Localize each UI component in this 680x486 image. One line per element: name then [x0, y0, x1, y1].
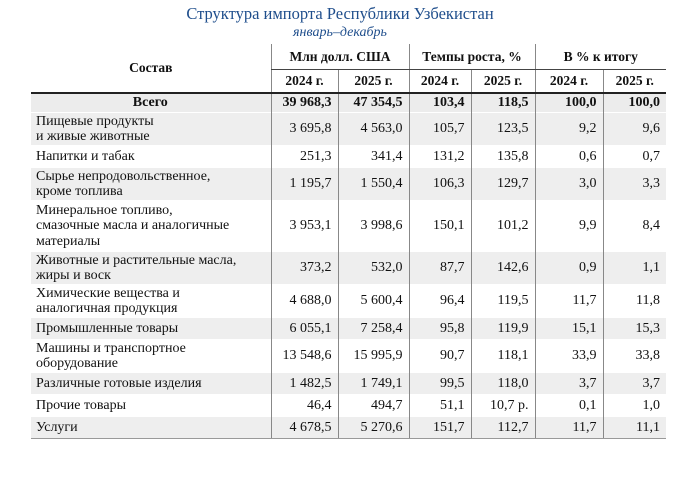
- row-label-line: аналогичная продукция: [36, 301, 178, 316]
- table-cell: 129,7: [471, 168, 535, 201]
- table-cell: 1,1: [603, 252, 666, 285]
- table-cell: 1 195,7: [271, 168, 338, 201]
- table-cell: 0,9: [535, 252, 603, 285]
- table-cell: 118,1: [471, 340, 535, 373]
- row-label: [31, 373, 271, 395]
- table-cell: 4 688,0: [271, 285, 338, 318]
- table-cell: 1,0: [603, 395, 666, 417]
- table-cell: 33,9: [535, 340, 603, 373]
- table-cell: 3 953,1: [271, 201, 338, 252]
- table-cell: 100,0: [603, 93, 666, 113]
- table-cell: 373,2: [271, 252, 338, 285]
- table-cell: 8,4: [603, 201, 666, 252]
- row-label-line: Пищевые продукты: [36, 113, 154, 129]
- column-header-year: 2025 г.: [338, 70, 409, 94]
- table-cell: 532,0: [338, 252, 409, 285]
- table-cell: 9,6: [603, 113, 666, 146]
- table-cell: 3,0: [535, 168, 603, 201]
- table-cell: 46,4: [271, 395, 338, 417]
- table-cell: 0,6: [535, 146, 603, 168]
- table-row: [31, 201, 666, 252]
- row-label-line: Прочие товары: [36, 397, 126, 413]
- row-label-line: Напитки и табак: [36, 148, 135, 164]
- table-cell: 11,8: [603, 285, 666, 318]
- table-cell: 251,3: [271, 146, 338, 168]
- table-cell: 341,4: [338, 146, 409, 168]
- table-cell: 13 548,6: [271, 340, 338, 373]
- row-label-line: Различные готовые изделия: [36, 375, 202, 391]
- table-cell: 47 354,5: [338, 93, 409, 113]
- table-cell: 142,6: [471, 252, 535, 285]
- column-header-composition: Состав: [31, 44, 271, 93]
- table-cell: 3,3: [603, 168, 666, 201]
- row-label-line: Промышленные товары: [36, 320, 179, 336]
- row-label-line: Химические вещества и: [36, 285, 180, 301]
- table-cell: 1 749,1: [338, 373, 409, 395]
- row-label: [31, 201, 271, 252]
- column-header-year: 2024 г.: [271, 70, 338, 94]
- column-header-year: 2024 г.: [409, 70, 471, 94]
- row-label-line: Животные и растительные масла,: [36, 252, 237, 268]
- row-label: [31, 252, 271, 285]
- total-label: Всего: [31, 93, 271, 113]
- row-label: [31, 318, 271, 340]
- table-cell: 100,0: [535, 93, 603, 113]
- table-row: [31, 113, 666, 146]
- row-label: [31, 340, 271, 373]
- column-group-share: В % к итогу: [535, 44, 666, 70]
- table-cell: 15,3: [603, 318, 666, 340]
- table-cell: 150,1: [409, 201, 471, 252]
- table-cell: 1 550,4: [338, 168, 409, 201]
- column-group-growth: Темпы роста, %: [409, 44, 535, 70]
- table-cell: 0,1: [535, 395, 603, 417]
- table-cell: 51,1: [409, 395, 471, 417]
- row-label-line: Минеральное топливо,: [36, 202, 173, 218]
- table-row: [31, 340, 666, 373]
- total-row: [31, 93, 666, 113]
- import-structure-table: [31, 44, 666, 439]
- table-cell: 4 563,0: [338, 113, 409, 146]
- table-cell: 118,0: [471, 373, 535, 395]
- table-row: [31, 318, 666, 340]
- table-cell: 10,7 р.: [471, 395, 535, 417]
- table-cell: 11,7: [535, 417, 603, 439]
- table-cell: 119,9: [471, 318, 535, 340]
- table-cell: 6 055,1: [271, 318, 338, 340]
- table-cell: 1 482,5: [271, 373, 338, 395]
- table-cell: 131,2: [409, 146, 471, 168]
- table-row: [31, 373, 666, 395]
- table-cell: 103,4: [409, 93, 471, 113]
- table-cell: 5 600,4: [338, 285, 409, 318]
- column-group-usd: Млн долл. США: [271, 44, 409, 70]
- row-label-line: Услуги: [36, 419, 78, 435]
- table-cell: 11,1: [603, 417, 666, 439]
- table-cell: 106,3: [409, 168, 471, 201]
- row-label-line: смазочные масла и аналогичные: [36, 218, 230, 234]
- table-cell: 90,7: [409, 340, 471, 373]
- column-header-year: 2025 г.: [471, 70, 535, 94]
- row-label-line: жиры и воск: [36, 268, 111, 283]
- report-title: Структура импорта Республики Узбекистан: [186, 4, 494, 23]
- table-row: [31, 252, 666, 285]
- table-cell: 3,7: [535, 373, 603, 395]
- table-row: [31, 417, 666, 439]
- table-cell: 4 678,5: [271, 417, 338, 439]
- table-cell: 105,7: [409, 113, 471, 146]
- table-row: [31, 168, 666, 201]
- table-cell: 112,7: [471, 417, 535, 439]
- table-cell: 33,8: [603, 340, 666, 373]
- table-cell: 123,5: [471, 113, 535, 146]
- table-cell: 15,1: [535, 318, 603, 340]
- row-label-line: оборудование: [36, 356, 119, 371]
- row-label: [31, 146, 271, 168]
- column-header-year: 2024 г.: [535, 70, 603, 94]
- row-label-line: Машины и транспортное: [36, 340, 186, 356]
- table-cell: 5 270,6: [338, 417, 409, 439]
- row-label: [31, 417, 271, 439]
- table-cell: 95,8: [409, 318, 471, 340]
- table-cell: 0,7: [603, 146, 666, 168]
- column-header-year: 2025 г.: [603, 70, 666, 94]
- table-cell: 11,7: [535, 285, 603, 318]
- row-label: [31, 395, 271, 417]
- table-cell: 118,5: [471, 93, 535, 113]
- table-cell: 3 695,8: [271, 113, 338, 146]
- row-label-line: материалы: [36, 233, 101, 249]
- table-row: [31, 285, 666, 318]
- table-cell: 119,5: [471, 285, 535, 318]
- row-label-line: кроме топлива: [36, 184, 123, 199]
- table-cell: 3 998,6: [338, 201, 409, 252]
- table-cell: 9,2: [535, 113, 603, 146]
- table-cell: 87,7: [409, 252, 471, 285]
- table-cell: 39 968,3: [271, 93, 338, 113]
- table-cell: 494,7: [338, 395, 409, 417]
- table-row: [31, 146, 666, 168]
- table-cell: 9,9: [535, 201, 603, 252]
- table-cell: 99,5: [409, 373, 471, 395]
- row-label: [31, 113, 271, 146]
- table-cell: 135,8: [471, 146, 535, 168]
- table-row: [31, 395, 666, 417]
- table-cell: 3,7: [603, 373, 666, 395]
- table-cell: 151,7: [409, 417, 471, 439]
- table-cell: 15 995,9: [338, 340, 409, 373]
- table-cell: 101,2: [471, 201, 535, 252]
- row-label: [31, 168, 271, 201]
- table-cell: 96,4: [409, 285, 471, 318]
- row-label: [31, 285, 271, 318]
- table-cell: 7 258,4: [338, 318, 409, 340]
- row-label-line: и живые животные: [36, 129, 150, 144]
- report-period: январь–декабрь: [293, 25, 387, 40]
- row-label-line: Сырье непродовольственное,: [36, 168, 211, 184]
